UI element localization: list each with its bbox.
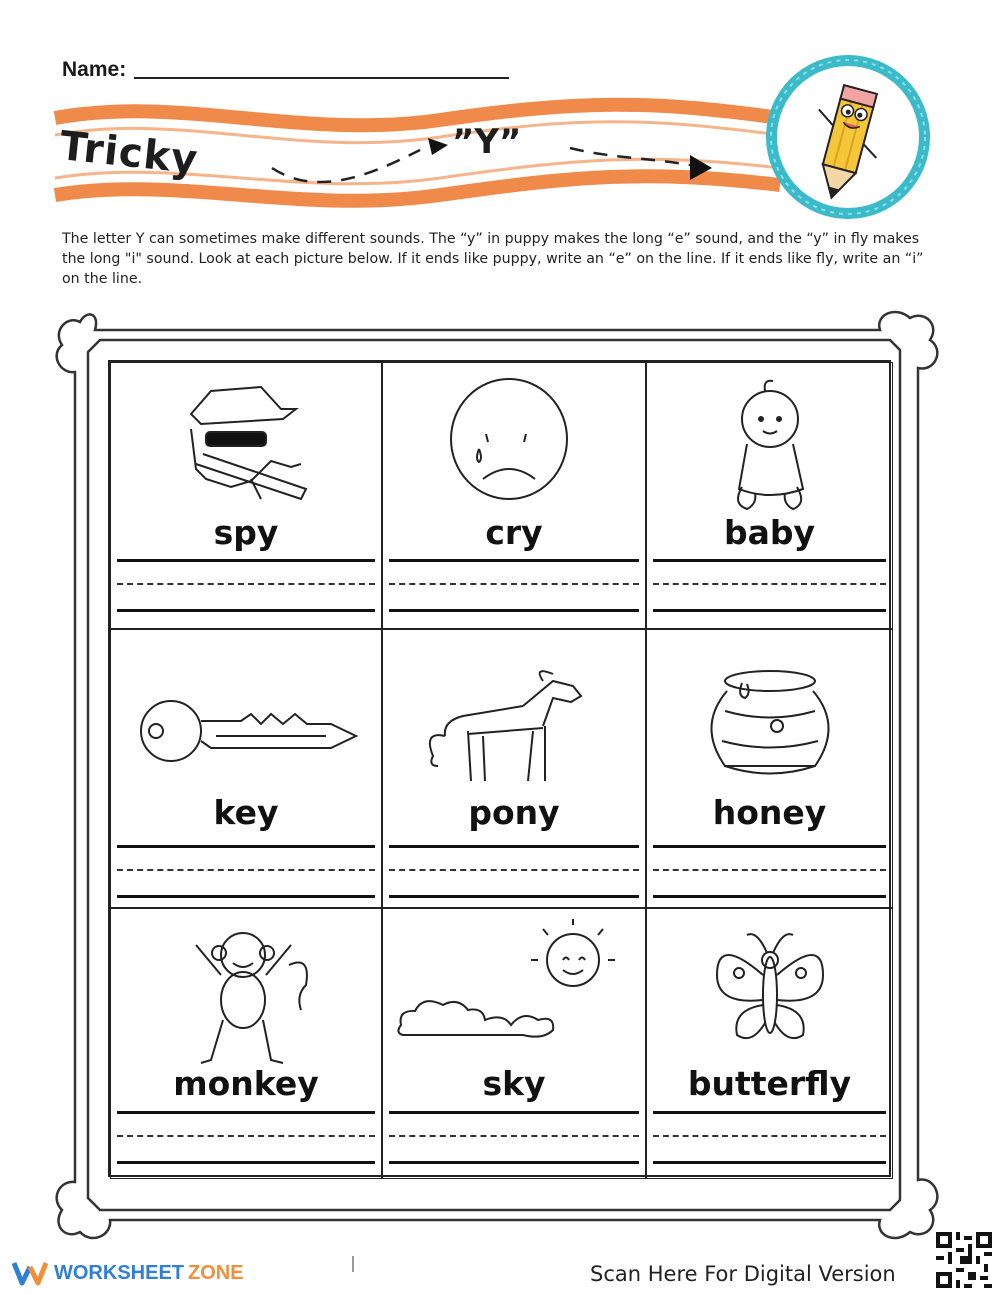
brand-worksheet: WORKSHEET bbox=[54, 1261, 184, 1284]
key-icon bbox=[111, 636, 383, 796]
pony-icon bbox=[383, 636, 647, 796]
name-label: Name: bbox=[62, 58, 127, 81]
qr-code-icon[interactable] bbox=[936, 1232, 992, 1288]
writing-lines[interactable] bbox=[389, 845, 639, 901]
word-label: baby bbox=[723, 513, 816, 552]
word-label: spy bbox=[213, 513, 279, 552]
word-label: butterfly bbox=[687, 1064, 852, 1103]
sky-icon bbox=[383, 915, 647, 1075]
writing-lines[interactable] bbox=[653, 559, 886, 615]
word-label: pony bbox=[468, 793, 560, 832]
word-label: sky bbox=[482, 1064, 546, 1103]
honey-pot-icon bbox=[647, 636, 894, 796]
writing-lines[interactable] bbox=[389, 559, 639, 615]
baby-icon bbox=[647, 369, 894, 519]
writing-lines[interactable] bbox=[117, 845, 375, 901]
word-cell-honey bbox=[646, 629, 893, 908]
worksheet-zone-w-icon bbox=[12, 1259, 48, 1287]
word-cell-sky bbox=[382, 908, 646, 1179]
worksheet-zone-logo[interactable] bbox=[12, 1259, 244, 1287]
writing-lines[interactable] bbox=[653, 1111, 886, 1167]
writing-lines[interactable] bbox=[117, 1111, 375, 1167]
writing-lines[interactable] bbox=[117, 559, 375, 615]
word-cell-key bbox=[110, 629, 382, 908]
scan-text: Scan Here For Digital Version bbox=[590, 1262, 896, 1286]
title-tricky: Tricky bbox=[57, 123, 201, 184]
spy-icon bbox=[111, 369, 383, 519]
word-label: key bbox=[213, 793, 279, 832]
writing-lines[interactable] bbox=[389, 1111, 639, 1167]
butterfly-icon bbox=[647, 915, 894, 1075]
instructions-text: The letter Y can sometimes make different sounds. The “y” in puppy makes the long “e” sound, and the “y” in fly makes the long "i" sound. Look at each picture below. If it ends like puppy, write an “e” on the line. If it ends like fly, write an “i” on the line. bbox=[62, 231, 924, 287]
word-cell-monkey bbox=[110, 908, 382, 1179]
word-cell-baby bbox=[646, 362, 893, 629]
word-label: honey bbox=[712, 793, 827, 832]
monkey-icon bbox=[111, 915, 383, 1075]
word-grid bbox=[108, 360, 891, 1177]
page-mark bbox=[352, 1256, 354, 1272]
crying-face-icon bbox=[383, 369, 647, 519]
word-cell-butterfly bbox=[646, 908, 893, 1179]
word-cell-spy bbox=[110, 362, 382, 629]
brand-zone: ZONE bbox=[188, 1261, 244, 1284]
word-cell-cry bbox=[382, 362, 646, 629]
writing-lines[interactable] bbox=[653, 845, 886, 901]
word-label: monkey bbox=[173, 1064, 319, 1103]
word-cell-pony bbox=[382, 629, 646, 908]
word-label: cry bbox=[485, 513, 543, 552]
title-y-letter: ”Y” bbox=[452, 122, 522, 162]
